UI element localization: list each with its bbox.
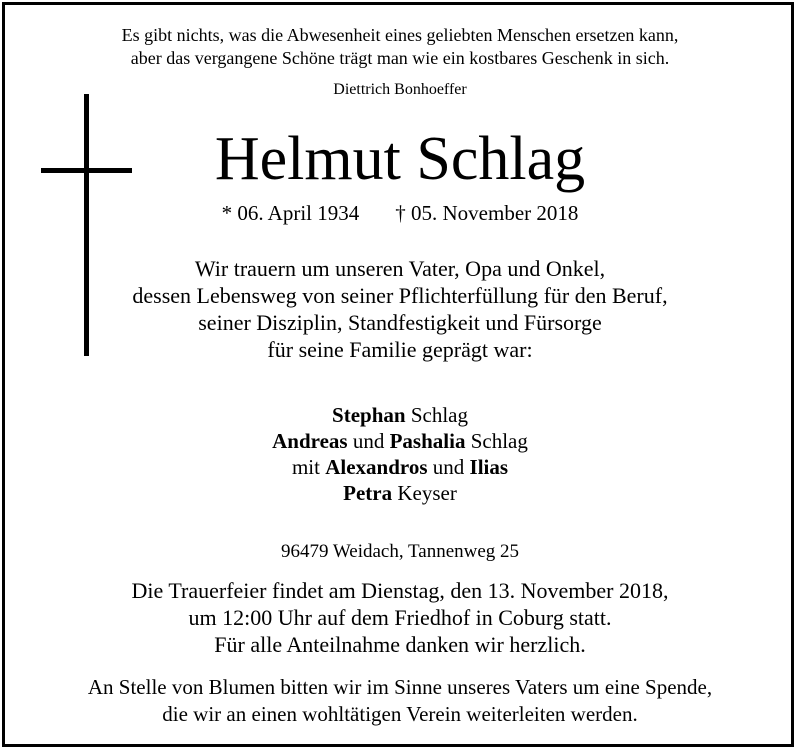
quote-line: Es gibt nichts, was die Abwesenheit eines geliebten Menschen ersetzen kann, xyxy=(121,25,679,45)
birth-date: * 06. April 1934 xyxy=(221,201,360,225)
family-member: mit Alexandros und Ilias xyxy=(291,455,509,479)
funeral-line: Die Trauerfeier findet am Dienstag, den 13. November 2018, xyxy=(131,578,669,603)
death-date: † 05. November 2018 xyxy=(395,201,579,225)
quote xyxy=(0,24,800,70)
deceased-name: Helmut Schlag xyxy=(214,125,586,193)
family-list xyxy=(0,402,800,506)
mourning-line: seiner Disziplin, Standfestigkeit und Fürsorge xyxy=(198,310,602,335)
quote-line: aber das vergangene Schöne trägt man wie ein kostbares Geschenk in sich. xyxy=(130,48,670,68)
mourning-line: für seine Familie geprägt war: xyxy=(267,337,533,362)
family-member: Petra Keyser xyxy=(343,481,457,505)
address: 96479 Weidach, Tannenweg 25 xyxy=(280,541,520,562)
family-member: Andreas und Pashalia Schlag xyxy=(272,429,528,453)
funeral-line: Für alle Anteilnahme danken wir herzlich. xyxy=(214,632,586,657)
donation-line: An Stelle von Blumen bitten wir im Sinne unseres Vaters um eine Spende, xyxy=(87,675,713,699)
mourning-text xyxy=(0,255,800,363)
mourning-line: Wir trauern um unseren Vater, Opa und Onkel, xyxy=(194,256,606,281)
family-member: Stephan Schlag xyxy=(332,403,468,427)
quote-author: Diettrich Bonhoeffer xyxy=(333,81,467,98)
funeral-info xyxy=(0,577,800,658)
donation-note xyxy=(0,674,800,728)
mourning-line: dessen Lebensweg von seiner Pflichterfüllung für den Beruf, xyxy=(132,283,668,308)
donation-line: die wir an einen wohltätigen Verein weiterleiten werden. xyxy=(162,702,638,726)
funeral-line: um 12:00 Uhr auf dem Friedhof in Coburg statt. xyxy=(188,605,612,630)
life-dates xyxy=(0,200,800,226)
